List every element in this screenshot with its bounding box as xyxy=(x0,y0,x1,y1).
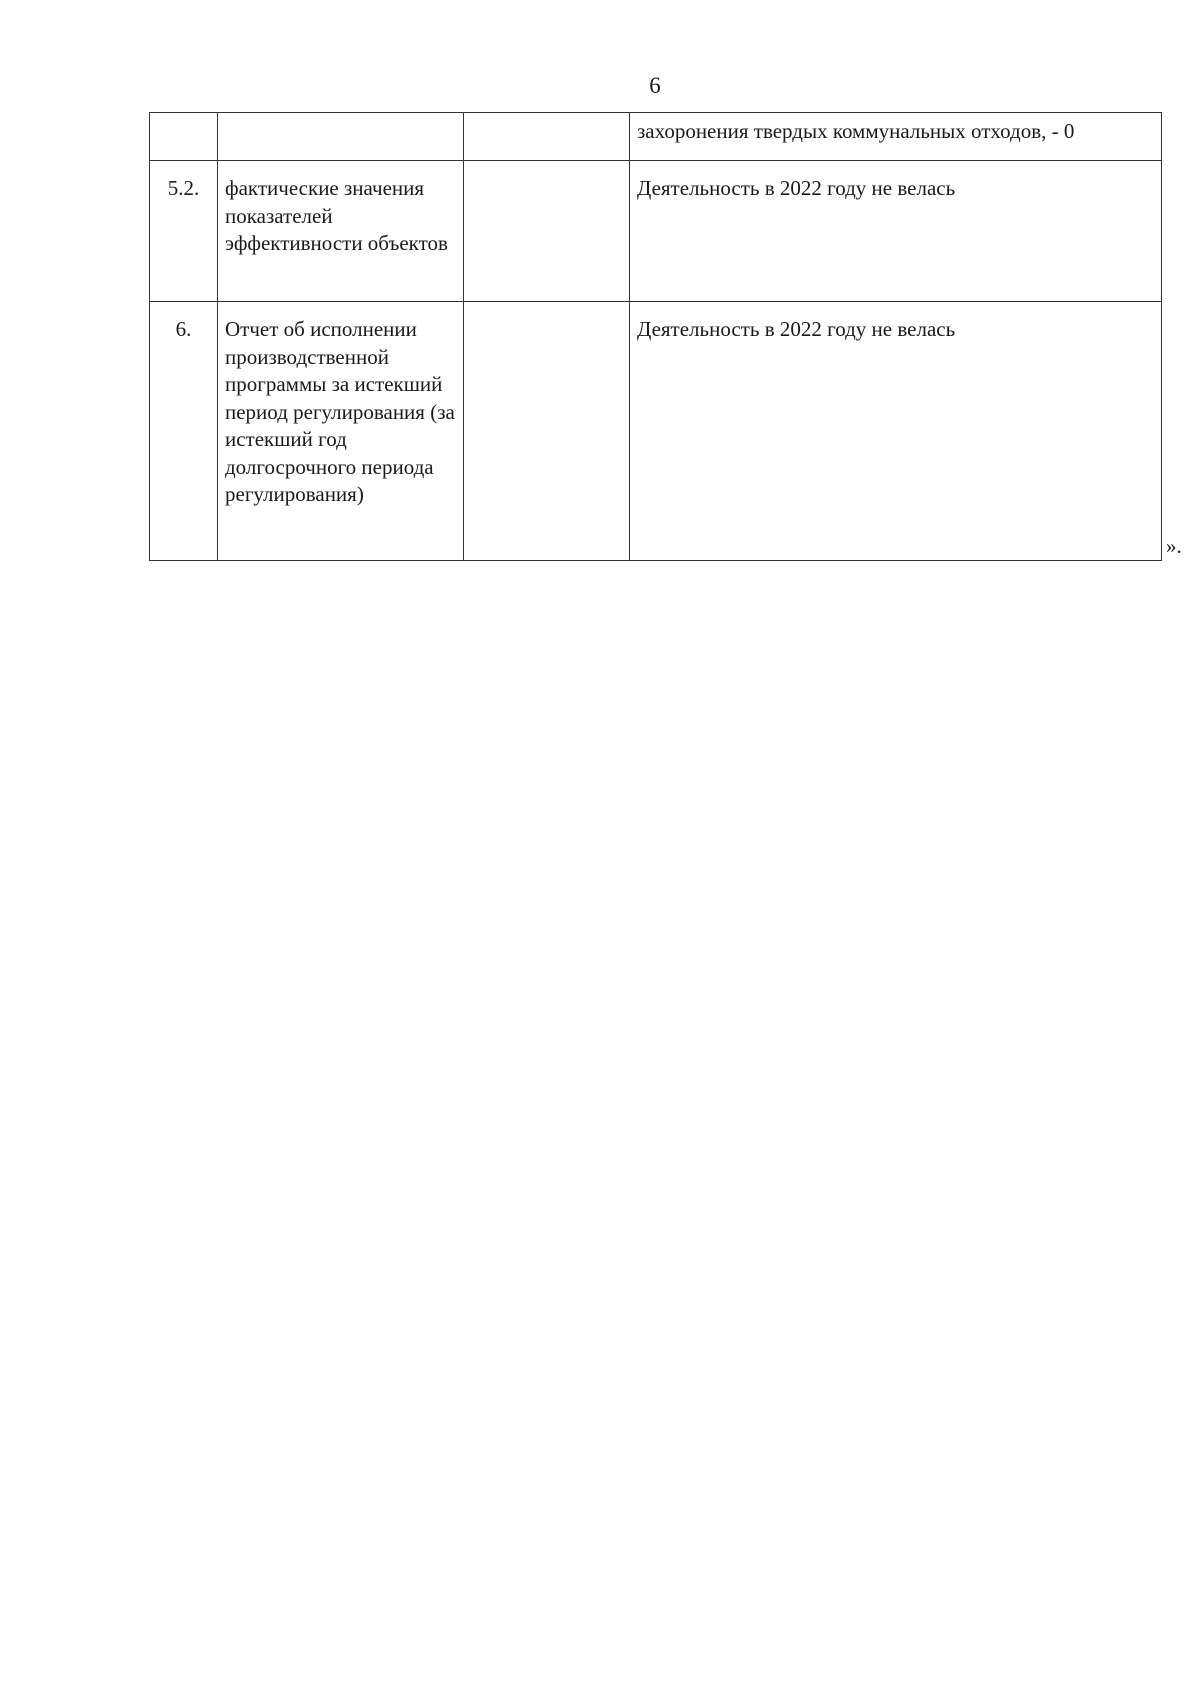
row-name-cell: фактические значения показателей эффективности объектов xyxy=(218,161,464,302)
row-value-cell: Деятельность в 2022 году не велась xyxy=(630,161,1162,302)
row-extra-cell xyxy=(464,302,630,561)
disclosure-table xyxy=(149,112,1162,561)
row-extra-cell xyxy=(464,113,630,161)
row-extra-cell xyxy=(464,161,630,302)
row-value-cell: захоронения твердых коммунальных отходов, - 0 xyxy=(630,113,1162,161)
row-name-cell: Отчет об исполнении производственной программы за истекший период регулирования (за истекший год долгосрочного периода регулирования) xyxy=(218,302,464,561)
row-value-cell: Деятельность в 2022 году не велась xyxy=(630,302,1162,561)
row-number-cell: 5.2. xyxy=(150,161,218,302)
row-name-cell xyxy=(218,113,464,161)
table-row xyxy=(150,161,1162,302)
table-row xyxy=(150,302,1162,561)
closing-quote: ». xyxy=(1166,534,1182,558)
table-row xyxy=(150,113,1162,161)
page-number: 6 xyxy=(649,73,661,98)
row-number-cell: 6. xyxy=(150,302,218,561)
row-number-cell xyxy=(150,113,218,161)
